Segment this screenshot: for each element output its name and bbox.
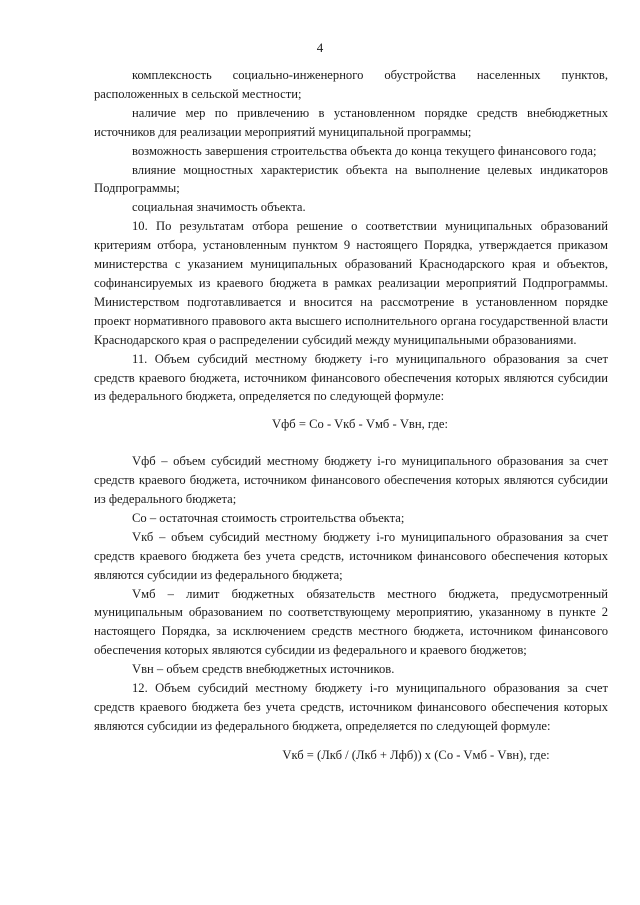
definition-vkb: Vкб – объем субсидий местному бюджету i-го муниципального образования за счет средств краевого бюджета без учета средств, источником финансового обеспечения которых являются субсидии из федерального бюджета; [94,529,608,582]
paragraph-12: 12. Объем субсидий местному бюджету i-го муниципального образования за счет средств краевого бюджета без учета средств, источником финансового обеспечения которых являются субсидии из федерального бюджета, определяется по следующей формуле: [94,681,608,733]
paragraph-criterion-social: социальная значимость объекта. [132,200,306,215]
paragraph-criterion-completion: возможность завершения строительства объекта до конца текущего финансового года; [132,143,597,158]
document-body [94,66,608,765]
definition-vfb: Vфб – объем субсидий местному бюджету i-го муниципального образования за счет средств краевого бюджета, источником финансового обеспечения которых являются субсидии из федерального бюджета; [94,454,608,507]
paragraph-criterion-complexity: комплексность социально-инженерного обустройства населенных пунктов, расположенных в сельской местности; [94,68,608,101]
paragraph-criterion-capacity: влияние мощностных характеристик объекта на выполнение целевых индикаторов Подпрограммы; [94,162,608,196]
paragraph-11: 11. Объем субсидий местному бюджету i-го муниципального образования за счет средств краевого бюджета, источником финансового обеспечения которых являются субсидии из федерального бюджета, определяется по следующей формуле: [94,351,608,404]
paragraph-criterion-extrabudget: наличие мер по привлечению в установленном порядке средств внебюджетных источников для реализации мероприятий муниципальной программы; [94,105,608,139]
formula-vfb: Vфб = Co - Vкб - Vмб - Vвн, где: [272,417,448,432]
definition-vmb: Vмб – лимит бюджетных обязательств местного бюджета, предусмотренный муниципальным образованием по соответствующему мероприятию, указанному в пункте 2 настоящего Порядка, за исключением средств местного бюджета, источником финансового обеспечения которых являются субсидии из федерального и краевого бюджетов; [94,586,608,658]
page-number: 4 [316,40,324,55]
definition-vvn: Vвн – объем средств внебюджетных источников. [132,662,395,677]
paragraph-10: 10. По результатам отбора решение о соответствии муниципальных образований критериям отбора, установленным пунктом 9 настоящего Порядка, утверждается приказом министерства с указанием муниципальных образований Краснодарского края и объектов, софинансируемых из краевого бюджета в рамках реализации мероприятий Подпрограммы. Министерством подготавливается и вносится на рассмотрение в установленном порядке проект нормативного правового акта высшего исполнительного органа государственной власти Краснодарского края о распределении субсидий между муниципальными образованиями. [94,219,608,347]
formula-vkb: Vкб = (Лкб / (Лкб + Лфб)) x (Co - Vмб - Vвн), где: [282,747,550,762]
definition-co: Co – остаточная стоимость строительства объекта; [132,510,405,525]
